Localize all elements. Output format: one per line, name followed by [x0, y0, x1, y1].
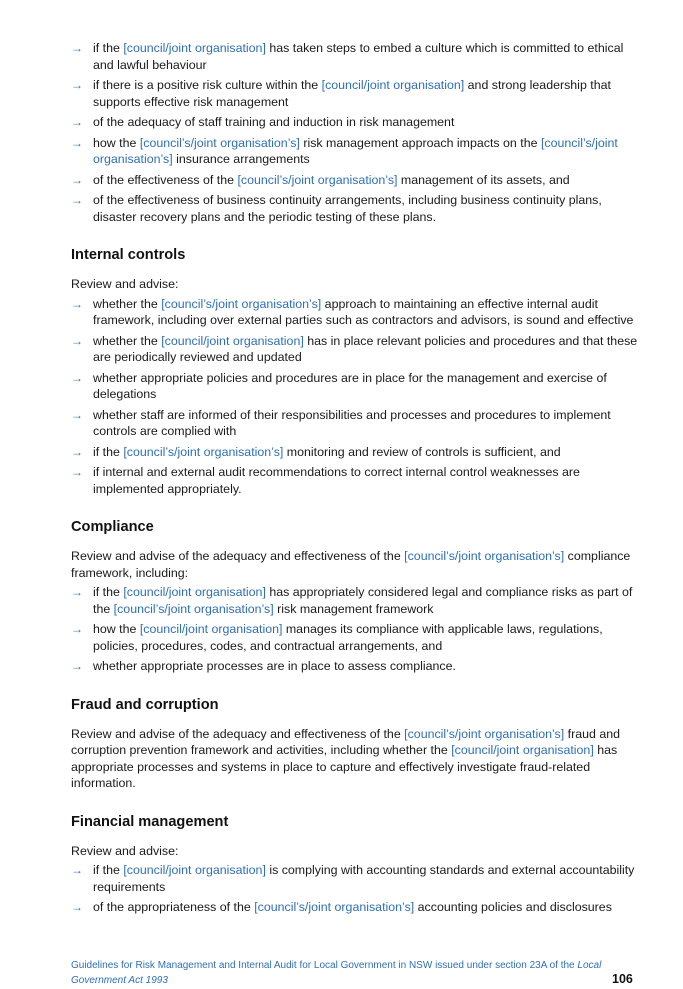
document-body	[71, 40, 643, 920]
arrow-right-icon: →	[71, 115, 83, 129]
section-financial-management	[71, 813, 643, 916]
arrow-right-icon: →	[71, 333, 83, 348]
section-internal-controls	[71, 246, 643, 497]
bullet-list	[71, 40, 643, 225]
arrow-right-icon: →	[71, 900, 83, 914]
intro-paragraph	[71, 843, 643, 860]
placeholder-reference: [council/joint organisation]	[321, 78, 465, 92]
arrow-right-icon: →	[71, 585, 83, 599]
list-item	[71, 192, 643, 225]
text-run: how the	[93, 135, 140, 150]
list-item	[71, 172, 643, 189]
text-run: how the	[93, 622, 140, 636]
text-run: has in place relevant policies and procedures and that these are periodically reviewed and updated	[93, 333, 638, 364]
text-run: if the	[93, 41, 124, 55]
arrow-right-icon: →	[71, 41, 83, 55]
list-item	[71, 407, 643, 440]
section-heading: Financial management	[71, 813, 229, 830]
list-item	[71, 584, 643, 617]
text-run: risk management approach impacts on the	[299, 135, 541, 150]
list-item	[71, 899, 643, 916]
page-number: 106	[612, 972, 633, 986]
text-run: of the appropriateness of the	[93, 900, 255, 914]
arrow-right-icon: →	[71, 370, 83, 385]
text-run: if the	[93, 444, 124, 459]
text-run: of the effectiveness of business continuity arrangements, including business continuity plans, disaster recovery plans and the periodic testing of these plans.	[93, 193, 602, 224]
intro-paragraph	[71, 276, 643, 293]
arrow-right-icon: →	[71, 407, 83, 422]
intro-paragraph	[71, 548, 643, 581]
list-item	[71, 77, 643, 110]
placeholder-reference: [council/joint organisation]	[123, 585, 266, 599]
arrow-right-icon: →	[71, 172, 83, 187]
placeholder-reference: [council/joint organisation]	[139, 622, 283, 636]
arrow-right-icon: →	[71, 78, 83, 92]
text-run: if internal and external audit recommendations to correct internal control weaknesses are implemented appropriately.	[93, 465, 580, 496]
text-run: has appropriately considered legal and compliance risks as part of the	[93, 585, 633, 616]
placeholder-reference: [council’s/joint organisation’s]	[404, 549, 565, 563]
list-item	[71, 114, 643, 131]
placeholder-reference: [council/joint organisation]	[161, 333, 304, 348]
text-run: Review and advise:	[71, 843, 179, 858]
arrow-right-icon: →	[71, 444, 83, 459]
text-run: whether appropriate processes are in place to assess compliance.	[93, 659, 456, 673]
section-heading: Fraud and corruption	[71, 696, 219, 713]
placeholder-reference: [council’s/joint organisation’s]	[139, 135, 300, 150]
list-item	[71, 658, 643, 675]
list-item	[71, 444, 643, 461]
text-run: Review and advise:	[71, 277, 179, 291]
text-run: approach to maintaining an effective internal audit framework, including over external parties such as contractors and advisors, is sound and effective	[93, 296, 634, 327]
text-run: monitoring and review of controls is sufficient, and	[283, 444, 561, 459]
list-item	[71, 296, 643, 329]
placeholder-reference: [council’s/joint organisation’s]	[123, 444, 284, 459]
placeholder-reference: [council’s/joint organisation’s]	[237, 172, 398, 187]
placeholder-reference: [council’s/joint organisation’s]	[113, 601, 274, 616]
list-item	[71, 862, 643, 895]
text-run: is complying with accounting standards and external accountability requirements	[93, 863, 635, 894]
arrow-right-icon: →	[71, 863, 83, 877]
text-run: if the	[93, 585, 124, 599]
text-run: insurance arrangements	[172, 152, 310, 166]
section-compliance	[71, 518, 643, 675]
placeholder-reference: [council’s/joint organisation’s]	[254, 900, 415, 914]
text-run: manages its compliance with applicable laws, regulations, policies, procedures, codes, and contractual arrangements, and	[93, 622, 603, 653]
text-run: has appropriate processes and systems in place to capture and effectively investigate fraud-related information.	[71, 743, 618, 790]
text-run: of the effectiveness of the	[93, 172, 238, 187]
section-fraud-and-corruption	[71, 696, 643, 792]
list-item	[71, 370, 643, 403]
placeholder-reference: [council/joint organisation]	[123, 863, 266, 877]
text-run: whether appropriate policies and procedures are in place for the management and exercise of delegations	[93, 370, 607, 401]
arrow-right-icon: →	[71, 659, 83, 673]
bullet-list	[71, 584, 643, 675]
text-run: if there is a positive risk culture within the	[93, 78, 322, 92]
text-run: if the	[93, 863, 124, 877]
section-continued	[71, 40, 643, 225]
bullet-list	[71, 862, 643, 916]
placeholder-reference: [council’s/joint organisation’s]	[93, 135, 618, 166]
text-run: fraud and corruption prevention framework and activities, including whether the	[71, 726, 621, 757]
arrow-right-icon: →	[71, 622, 83, 636]
text-run: whether the	[93, 333, 162, 348]
list-item	[71, 621, 643, 654]
page-footer	[71, 958, 631, 988]
text-run: compliance framework, including:	[71, 549, 631, 580]
list-item	[71, 40, 643, 73]
section-heading: Internal controls	[71, 247, 186, 263]
footer-act-title: Local Government Act 1993	[71, 960, 602, 986]
list-item	[71, 135, 643, 168]
bullet-list	[71, 296, 643, 498]
text-run: Review and advise of the adequacy and effectiveness of the	[71, 726, 405, 741]
arrow-right-icon: →	[71, 135, 83, 150]
placeholder-reference: [council’s/joint organisation’s]	[161, 296, 322, 311]
list-item	[71, 464, 643, 497]
text-run: accounting policies and disclosures	[414, 900, 612, 914]
list-item	[71, 333, 643, 366]
placeholder-reference: [council/joint organisation]	[451, 743, 594, 757]
footer-text: Guidelines for Risk Management and Internal Audit for Local Government in NSW issued under section 23A of the	[71, 960, 578, 971]
text-run: has taken steps to embed a culture which is committed to ethical and lawful behaviour	[93, 41, 624, 72]
text-run: whether the	[93, 296, 162, 311]
section-heading: Compliance	[71, 519, 154, 535]
text-run: risk management framework	[273, 601, 434, 616]
placeholder-reference: [council/joint organisation]	[123, 41, 266, 55]
text-run: whether staff are informed of their responsibilities and processes and procedures to implement controls are complied with	[93, 407, 611, 438]
text-run: Review and advise of the adequacy and effectiveness of the	[71, 549, 405, 563]
text-run: management of its assets, and	[397, 172, 570, 187]
arrow-right-icon: →	[71, 193, 83, 207]
text-run: and strong leadership that supports effective risk management	[93, 78, 611, 109]
arrow-right-icon: →	[71, 465, 83, 479]
text-run: of the adequacy of staff training and induction in risk management	[93, 115, 455, 129]
arrow-right-icon: →	[71, 296, 83, 311]
intro-paragraph	[71, 726, 643, 792]
placeholder-reference: [council’s/joint organisation’s]	[404, 726, 565, 741]
